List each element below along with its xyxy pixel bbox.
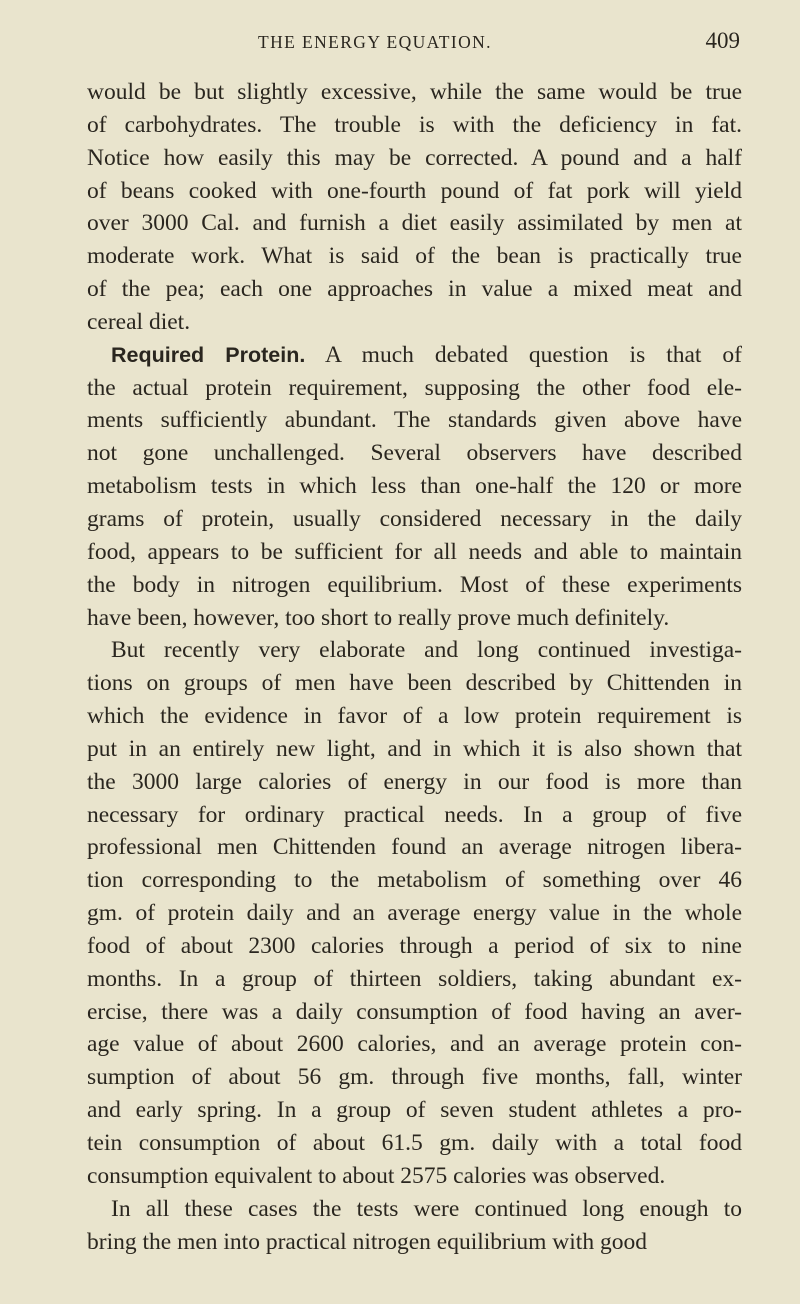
text-line: In all these cases the tests were continued long enough to <box>111 1195 742 1222</box>
page-number: 409 <box>705 28 740 53</box>
text-line: tein consumption of about 61.5 gm. daily with a total food <box>87 1130 742 1156</box>
text-line: months. In a group of thirteen soldiers, taking abundant ex- <box>87 965 742 992</box>
text-line: consumption equivalent to about 2575 calories was observed. <box>87 1162 666 1189</box>
body-text <box>87 76 742 1258</box>
text-line: of carbohydrates. The trouble is with the deficiency in fat. <box>87 111 742 138</box>
text-line: sumption of about 56 gm. through five months, fall, winter <box>87 1064 742 1091</box>
text-line: gm. of protein daily and an average energy value in the whole <box>87 900 742 927</box>
paragraph <box>87 1193 742 1259</box>
text-line: age value of about 2600 calories, and an average protein con- <box>87 1031 742 1058</box>
text-line: not gone unchallenged. Several observers have described <box>87 440 742 467</box>
text-line: bring the men into practical nitrogen equilibrium with good <box>87 1228 647 1255</box>
text-line: tion corresponding to the metabolism of something over 46 <box>87 867 742 894</box>
heading-line-text: A much debated question is that of <box>325 341 742 368</box>
page-header <box>88 28 740 68</box>
text-line: But recently very elaborate and long continued investiga- <box>111 637 742 664</box>
text-line: food of about 2300 calories through a period of six to nine <box>87 932 742 959</box>
text-line: necessary for ordinary practical needs. In a group of five <box>87 801 742 828</box>
text-line: metabolism tests in which less than one-half the 120 or more <box>87 473 742 500</box>
text-line: the 3000 large calories of energy in our food is more than <box>87 768 742 795</box>
text-line: would be but slightly excessive, while the same would be true <box>87 79 742 105</box>
text-line: which the evidence in favor of a low protein requirement is <box>87 703 742 730</box>
text-line: tions on groups of men have been described by Chittenden in <box>87 670 742 697</box>
text-line: of beans cooked with one-fourth pound of fat pork will yield <box>87 177 742 204</box>
text-line: ercise, there was a daily consumption of food having an aver- <box>87 998 742 1025</box>
text-line: the body in nitrogen equilibrium. Most of these experiments <box>87 571 742 598</box>
text-line <box>87 339 742 372</box>
running-head: THE ENERGY EQUATION. <box>258 32 492 52</box>
text-line: grams of protein, usually considered necessary in the daily <box>87 505 742 532</box>
text-line: the actual protein requirement, supposing the other food ele- <box>87 374 742 401</box>
text-line: moderate work. What is said of the bean is practically true <box>87 243 742 270</box>
text-line: over 3000 Cal. and furnish a diet easily assimilated by men at <box>87 210 742 237</box>
text-line: have been, however, too short to really prove much definitely. <box>87 604 670 631</box>
section-heading: Required Protein. <box>111 342 306 367</box>
paragraph <box>87 76 742 339</box>
text-line: cereal diet. <box>87 308 191 335</box>
text-line: of the pea; each one approaches in value a mixed meat and <box>87 276 742 303</box>
text-line: ments sufficiently abundant. The standards given above have <box>87 407 742 434</box>
paragraph <box>87 634 742 1192</box>
text-line: Notice how easily this may be corrected. A pound and a half <box>87 144 742 171</box>
text-line: professional men Chittenden found an average nitrogen libera- <box>87 834 742 861</box>
text-line: food, appears to be sufficient for all needs and able to maintain <box>87 538 742 565</box>
text-line: put in an entirely new light, and in which it is also shown that <box>87 735 742 762</box>
paragraph <box>87 339 742 635</box>
text-line: and early spring. In a group of seven student athletes a pro- <box>87 1097 742 1124</box>
